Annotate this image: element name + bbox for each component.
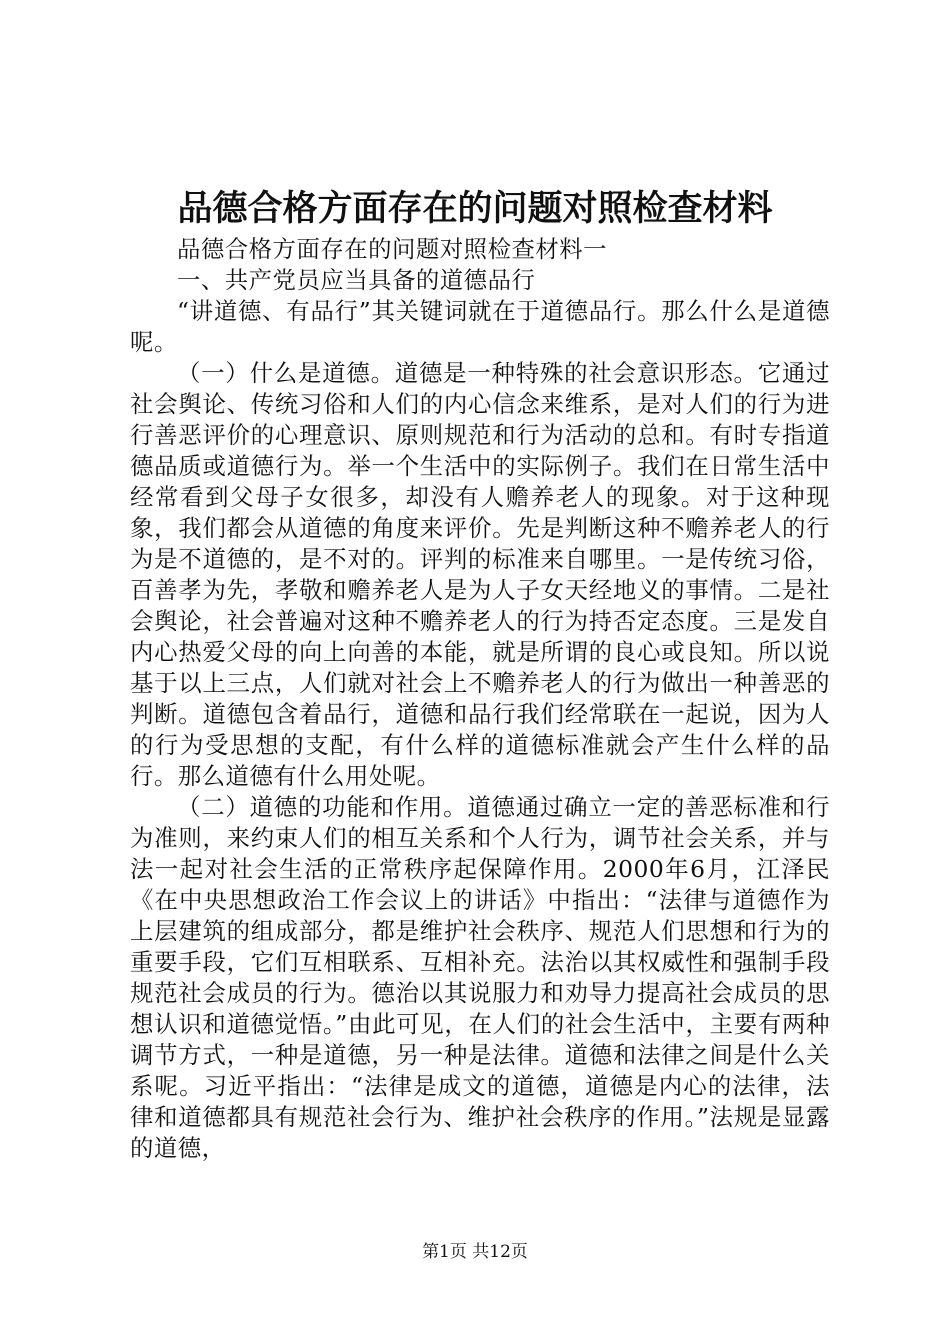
paragraph-intro: “讲道德、有品行”其关键词就在于道德品行。那么什么是道德呢。 (130, 297, 830, 356)
paragraph-morality-function: （二）道德的功能和作用。道德通过确立一定的善恶标准和行为准则，来约束人们的相互关系和个人行为，调节社会关系，并与法一起对社会生活的正常秩序起保障作用。2000年6月，江泽民《在中央思想政治工作会议上的讲话》中指出：“法律与道德作为上层建筑的组成部分，都是维护社会秩序、规范人们思想和行为的重要手段，它们互相联系、互相补充。法治以其权威性和强制手段规范社会成员的行为。德治以其说服力和劝导力提高社会成员的思想认识和道德觉悟。”由此可见，在人们的社会生活中，主要有两种调节方式，一种是道德，另一种是法律。道德和法律之间是什么关系呢。习近平指出：“法律是成文的道德，道德是内心的法律，法律和道德都具有规范社会行为、维护社会秩序的作用。”法规是显露的道德， (130, 793, 830, 1162)
paragraph-what-is-morality: （一）什么是道德。道德是一种特殊的社会意识形态。它通过社会舆论、传统习俗和人们的内心信念来维系，是对人们的行为进行善恶评价的心理意识、原则规范和行为活动的总和。有时专指道德品质或道德行为。举一个生活中的实际例子。我们在日常生活中经常看到父母子女很多，却没有人赡养老人的现象。对于这种现象，我们都会从道德的角度来评价。先是判断这种不赡养老人的行为是不道德的，是不对的。评判的标准来自哪里。一是传统习俗，百善孝为先，孝敬和赡养老人是为人子女天经地义的事情。二是社会舆论，社会普遍对这种不赡养老人的行为持否定态度。三是发自内心热爱父母的向上向善的本能，就是所谓的良心或良知。所以说基于以上三点，人们就对社会上不赡养老人的行为做出一种善恶的判断。道德包含着品行，道德和品行我们经常联在一起说，因为人的行为受思想的支配，有什么样的道德标准就会产生什么样的品行。那么道德有什么用处呢。 (130, 359, 830, 790)
document-title: 品德合格方面存在的问题对照检查材料 (177, 188, 773, 229)
page-number-footer: 第1页 共12页 (422, 1242, 528, 1262)
paragraph-subtitle: 品德合格方面存在的问题对照检查材料一 (177, 235, 608, 263)
document-body (130, 234, 830, 1164)
paragraph-section-heading: 一、共产党员应当具备的道德品行 (177, 266, 536, 294)
